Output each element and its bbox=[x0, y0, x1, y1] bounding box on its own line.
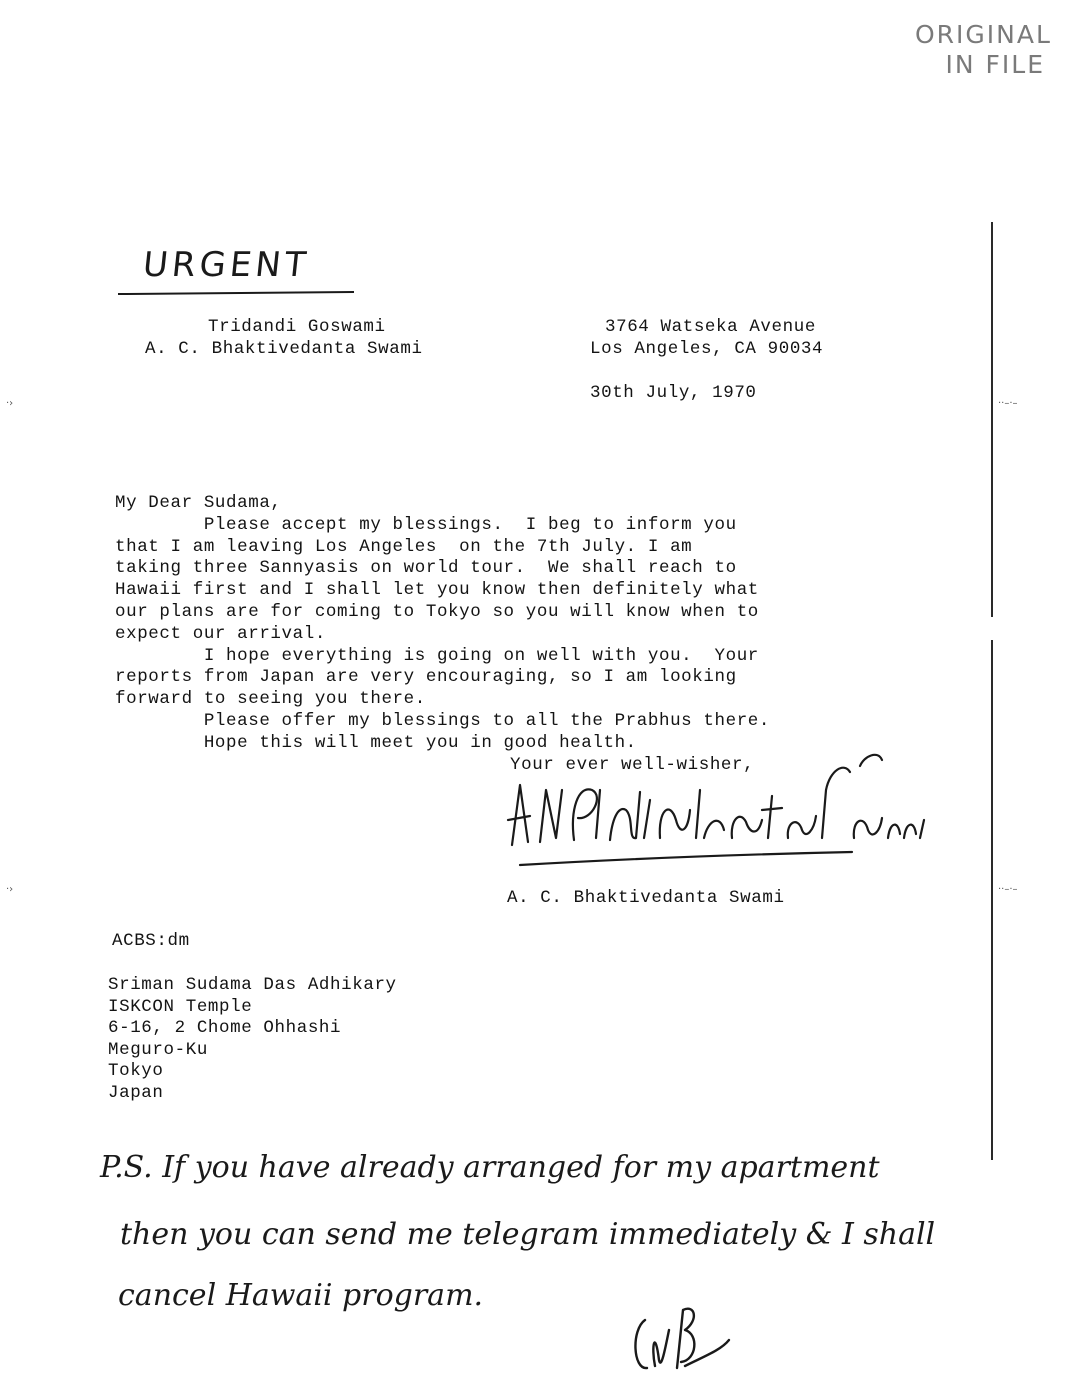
address-street: 3764 Watseka Avenue bbox=[605, 317, 816, 337]
body-line: reports from Japan are very encouraging, so I am looking bbox=[115, 667, 737, 688]
recipient-line: ISKCON Temple bbox=[108, 996, 253, 1017]
salutation: My Dear Sudama, bbox=[115, 493, 282, 513]
scan-edge-line bbox=[991, 640, 993, 1160]
address-city: Los Angeles, CA 90034 bbox=[590, 339, 824, 359]
body-line: Hope this will meet you in good health. bbox=[115, 732, 637, 753]
urgent-underline bbox=[118, 291, 354, 295]
recipient-address bbox=[108, 975, 397, 1104]
scan-speck: ·› bbox=[6, 884, 14, 895]
original-in-file-stamp bbox=[915, 20, 1052, 80]
recipient-line: Sriman Sudama Das Adhikary bbox=[108, 975, 397, 995]
body-line: Please accept my blessings. I beg to inform you bbox=[115, 514, 737, 535]
sender-title: Tridandi Goswami bbox=[208, 317, 386, 337]
stamp-line-2: IN FILE bbox=[945, 50, 1045, 79]
stamp-line-1: ORIGINAL bbox=[915, 20, 1052, 49]
scan-edge-line bbox=[991, 222, 993, 617]
body-line: Please offer my blessings to all the Prabhus there. bbox=[115, 710, 771, 731]
letter-date: 30th July, 1970 bbox=[590, 383, 757, 403]
handwritten-signature bbox=[500, 750, 940, 870]
recipient-line: Meguro-Ku bbox=[108, 1039, 208, 1060]
body-line: forward to seeing you there. bbox=[115, 689, 426, 710]
recipient-line: Tokyo bbox=[108, 1061, 164, 1081]
body-line: Hawaii first and I shall let you know then definitely what bbox=[115, 580, 759, 601]
sender-name: A. C. Bhaktivedanta Swami bbox=[145, 339, 423, 359]
signer-name: A. C. Bhaktivedanta Swami bbox=[507, 888, 785, 908]
urgent-handwritten-label: URGENT bbox=[140, 245, 312, 285]
reference-initials: ACBS:dm bbox=[112, 931, 190, 951]
body-line: I hope everything is going on well with you. Your bbox=[115, 645, 759, 666]
body-line: our plans are for coming to Tokyo so you will know when to bbox=[115, 601, 759, 622]
closing: Your ever well-wisher, bbox=[510, 755, 755, 775]
body-line: taking three Sannyasis on world tour. We shall reach to bbox=[115, 558, 737, 579]
scan-speck: ··–·– bbox=[998, 398, 1018, 409]
postscript-line: cancel Hawaii program. bbox=[118, 1278, 484, 1313]
body-line: that I am leaving Los Angeles on the 7th July. I am bbox=[115, 536, 693, 557]
recipient-line: 6-16, 2 Chome Ohhashi bbox=[108, 1018, 342, 1038]
body-line: expect our arrival. bbox=[115, 623, 326, 644]
recipient-line: Japan bbox=[108, 1082, 164, 1103]
scan-speck: ·› bbox=[6, 398, 14, 409]
postscript-line: then you can send me telegram immediately & I shall bbox=[120, 1217, 936, 1252]
scan-speck: ··–·– bbox=[998, 884, 1018, 895]
postscript-line: P.S. If you have already arranged for my apartment bbox=[100, 1150, 880, 1185]
postscript-initials-signature bbox=[625, 1290, 735, 1380]
letter-body bbox=[115, 493, 770, 755]
